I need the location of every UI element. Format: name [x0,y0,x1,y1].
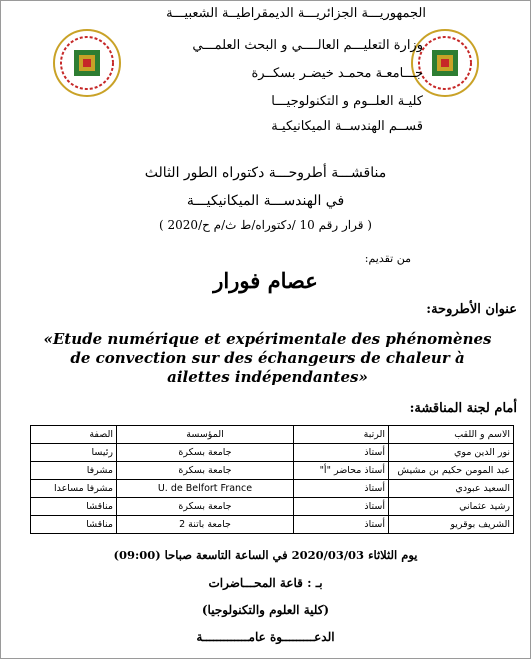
invitation-open: الدعـــــــــوة عامـــــــــــــة [196,630,335,644]
header-ministry: وزارة التعليـــم العالــــي و البحث العلمـــي [192,38,423,53]
jury-rank: أستاذ [294,516,389,534]
header-faculty: كليـة العلــوم و التكنولوجيـــا [271,94,423,109]
jury-name: نور الدين موي [389,444,514,462]
jury-header-row [31,426,514,444]
jury-quality: مشرفا [31,462,117,480]
jury-quality: مناقشا [31,516,117,534]
announcement-title: مناقشـــة أطروحـــة دكتوراه الطور الثالث [144,165,387,181]
jury-institution: جامعة باتنة 2 [117,516,294,534]
jury-header-institution: المؤسسة [117,426,294,444]
jury-institution: جامعة بسكرة [117,462,294,480]
table-row [31,462,514,480]
jury-institution: جامعة بسكرة [117,444,294,462]
jury-name: السعيد عبودي [389,480,514,498]
jury-table [30,425,514,534]
thesis-label: عنوان الأطروحة: [426,302,517,317]
header-republic: الجمهوريـــة الجزائريـــة الديمقراطيــة الشعبيـــة [166,6,426,21]
table-row [31,444,514,462]
jury-name: الشريف بوقريو [389,516,514,534]
candidate-label: من تقديم: [364,252,411,265]
header-university: جـــامعـة محمـد خيضـر بسكــرة [251,66,423,81]
jury-institution: جامعة بسكرة [117,498,294,516]
jury-rank: أستاذ [294,444,389,462]
candidate-name: عصام فورار [213,268,318,293]
jury-rank: أستاذ [294,480,389,498]
jury-rank: أستاذ [294,498,389,516]
defense-place: بـ : قاعة المحـــاضرات [208,576,323,590]
table-row [31,498,514,516]
university-logo-left [52,28,122,98]
defense-faculty: (كلية العلوم والتكنولوجيا) [201,603,330,617]
jury-quality: رئيسا [31,444,117,462]
defense-datetime: يوم الثلاثاء 2020/03/03 في الساعة التاسعة صباحا (09:00) [113,548,418,562]
jury-quality: مشرفا مساعدا [31,480,117,498]
jury-header-name: الاسم و اللقب [389,426,514,444]
jury-header-rank: الرتبة [294,426,389,444]
jury-institution: U. de Belfort France [117,480,294,498]
jury-label: أمام لجنة المناقشة: [409,401,517,416]
header-department: قســم الهندســة الميكانيكيـة [271,119,423,134]
jury-rank: أستاذ محاضر "أ" [294,462,389,480]
table-row [31,516,514,534]
jury-header-quality: الصفة [31,426,117,444]
thesis-title: «Etude numérique et expérimentale des phénomènes de convection sur des échangeurs de chaleur à ailettes indépendantes» [43,330,492,386]
announcement-decree: ( قرار رقم 10 /دكتوراه/ط ث/م ح/2020 ) [159,218,372,232]
announcement-specialty: في الهندســـة الميكانيكيـــة [186,193,345,209]
table-row [31,480,514,498]
jury-name: عبد المومن حكيم بن مشيش [389,462,514,480]
jury-name: رشيد عثماني [389,498,514,516]
jury-quality: مناقشا [31,498,117,516]
